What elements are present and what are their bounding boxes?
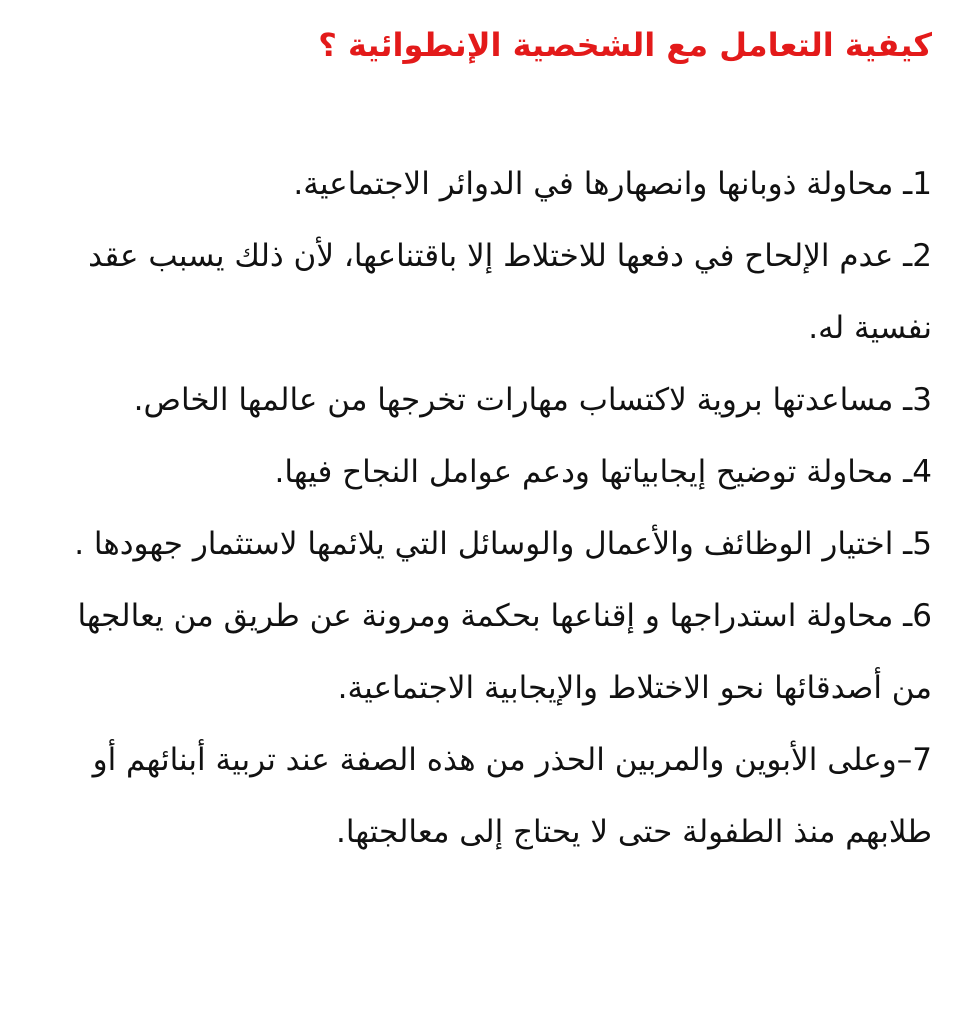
list-item: 6ـ محاولة استدراجها و إقناعها بحكمة ومرونة عن طريق من يعالجها من أصدقائها نحو الاختلاط والإيجابية الاجتماعية. <box>77 598 932 706</box>
document-title: كيفية التعامل مع الشخصية الإنطوائية ؟ <box>318 26 932 64</box>
list-item: 3ـ مساعدتها بروية لاكتساب مهارات تخرجها من عالمها الخاص. <box>133 382 932 418</box>
list-item: 2ـ عدم الإلحاح في دفعها للاختلاط إلا باقتناعها، لأن ذلك يسبب عقد نفسية له. <box>88 238 932 346</box>
list-item: 5ـ اختيار الوظائف والأعمال والوسائل التي يلائمها لاستثمار جهودها . <box>74 526 932 562</box>
tips-list <box>40 148 932 868</box>
list-item: 1ـ محاولة ذوبانها وانصهارها في الدوائر الاجتماعية. <box>293 166 932 202</box>
list-item: 7–وعلى الأبوين والمربين الحذر من هذه الصفة عند تربية أبنائهم أو طلابهم منذ الطفولة حتى لا يحتاج إلى معالجتها. <box>92 742 932 850</box>
list-item: 4ـ محاولة توضيح إيجابياتها ودعم عوامل النجاح فيها. <box>274 454 932 490</box>
